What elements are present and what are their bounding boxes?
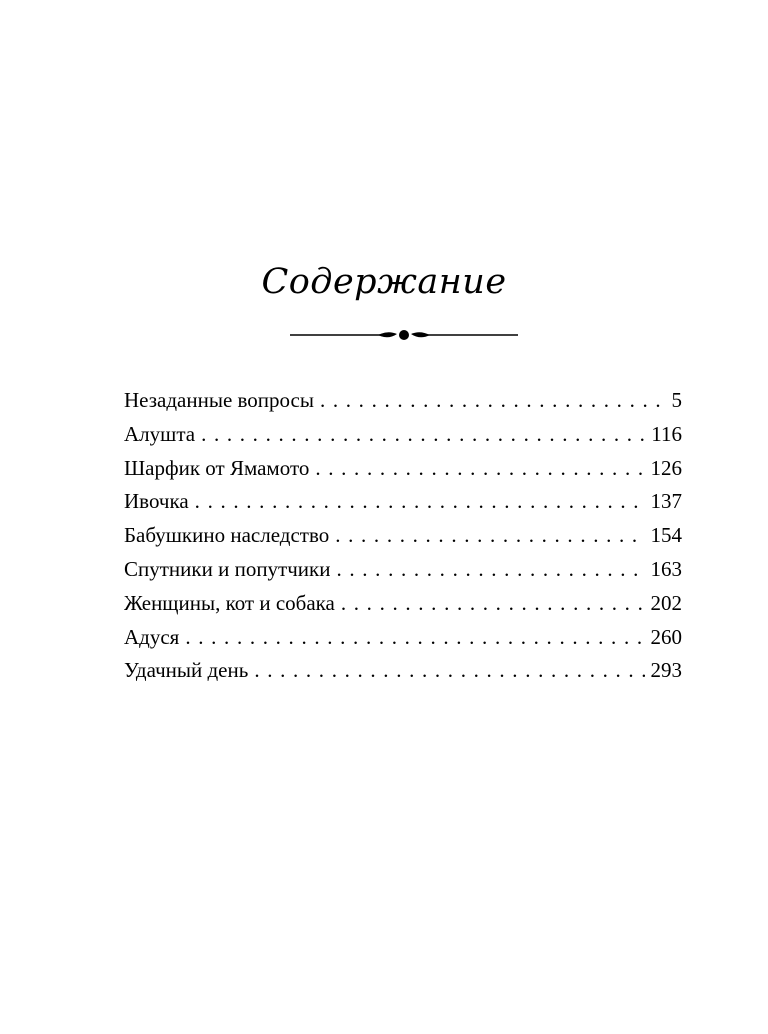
toc-entry[interactable]: [124, 553, 682, 587]
toc-dot-leader: [335, 519, 644, 553]
toc-entry[interactable]: [124, 621, 682, 655]
toc-entry[interactable]: [124, 485, 682, 519]
toc-dot-leader: [320, 384, 666, 418]
toc-entry-page: 126: [650, 455, 682, 480]
toc-entry[interactable]: [124, 452, 682, 486]
toc-entry-title: Удачный день: [124, 658, 249, 683]
toc-entry-page: 163: [650, 556, 682, 581]
toc-entry[interactable]: [124, 587, 682, 621]
toc-dot-leader: [195, 485, 645, 519]
toc-entry-title: Бабушкино наследство: [124, 523, 330, 548]
toc-dot-leader: [315, 452, 644, 486]
toc-dot-leader: [336, 553, 644, 587]
table-of-contents: [124, 384, 682, 688]
toc-entry-title: Шарфик от Ямамото: [124, 455, 310, 480]
toc-entry-page: 202: [650, 590, 682, 615]
toc-entry-title: Адуся: [124, 624, 180, 649]
toc-entry-page: 5: [671, 388, 682, 412]
toc-entry-title: Женщины, кот и собака: [124, 590, 335, 615]
toc-entry[interactable]: [124, 384, 682, 418]
toc-entry-page: 154: [650, 523, 682, 548]
toc-entry[interactable]: [124, 654, 682, 688]
toc-dot-leader: [254, 654, 644, 688]
toc-entry-title: Спутники и попутчики: [124, 556, 331, 581]
toc-dot-leader: [201, 418, 645, 452]
toc-entry-page: 137: [650, 489, 682, 514]
toc-entry-title: Алушта: [124, 421, 196, 446]
ornament-divider: [290, 322, 518, 348]
toc-entry-page: 293: [650, 658, 682, 683]
toc-entry-title: Незаданные вопросы: [124, 388, 314, 412]
toc-dot-leader: [185, 621, 644, 655]
toc-entry-title: Ивочка: [124, 489, 189, 514]
page-title: Содержание: [261, 262, 507, 302]
toc-dot-leader: [341, 587, 645, 621]
toc-entry[interactable]: [124, 418, 682, 452]
toc-entry[interactable]: [124, 519, 682, 553]
toc-entry-page: 260: [650, 624, 682, 649]
toc-entry-page: 116: [651, 421, 682, 446]
